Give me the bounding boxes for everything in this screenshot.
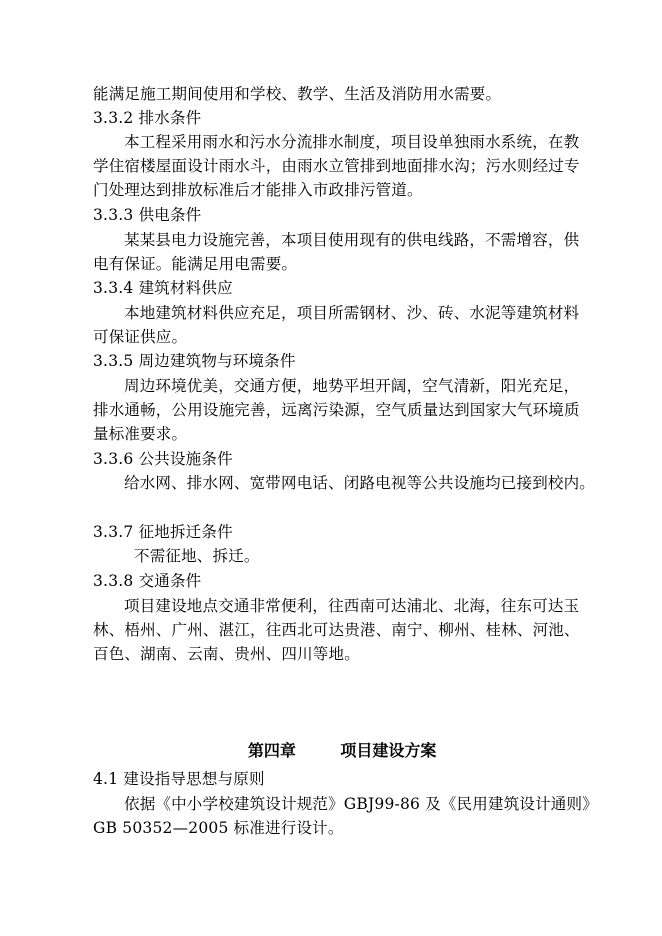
section-heading-3-3-3: 3.3.3 供电条件: [93, 206, 202, 224]
paragraph-line: 百色、湖南、云南、贵州、四川等地。: [93, 645, 360, 663]
paragraph-line: 学住宿楼屋面设计雨水斗，由雨水立管排到地面排水沟；污水则经过专: [93, 157, 580, 175]
paragraph-line: 林、梧州、广州、湛江，往西北可达贵港、南宁、柳州、桂林、河池、: [93, 621, 580, 639]
paragraph-line: 能满足施工期间使用和学校、教学、生活及消防用水需要。: [93, 85, 502, 103]
paragraph-line: 本工程采用雨水和污水分流排水制度，项目设单独雨水系统，在教: [124, 133, 580, 151]
paragraph-line: 项目建设地点交通非常便利，往西南可达浦北、北海，往东可达玉: [124, 597, 580, 615]
paragraph-line: 给水网、排水网、宽带网电话、闭路电视等公共设施均已接到校内。: [124, 474, 596, 492]
paragraph-line: 排水通畅，公用设施完善，远离污染源，空气质量达到国家大气环境质: [93, 401, 580, 419]
section-heading-4-1: [93, 767, 265, 791]
chapter-number: 第四章: [247, 741, 296, 760]
paragraph-line: 电有保证。能满足用电需要。: [93, 255, 298, 273]
section-heading-3-3-8: 3.3.8 交通条件: [93, 572, 202, 590]
paragraph-line: 量标准要求。: [93, 425, 188, 443]
paragraph-line: 本地建筑材料供应充足，项目所需钢材、沙、砖、水泥等建筑材料: [124, 304, 580, 322]
paragraph-line: GB 50352—2005 标准进行设计。: [93, 819, 344, 837]
chapter-name: 项目建设方案: [340, 741, 437, 760]
paragraph-line: 门处理达到排放标准后才能排入市政排污管道。: [93, 181, 423, 199]
section-heading-3-3-5: 3.3.5 周边建筑物与环境条件: [93, 352, 296, 370]
paragraph-line: 某某县电力设施完善，本项目使用现有的供电线路，不需增容，供: [124, 231, 580, 249]
section-heading-3-3-4: 3.3.4 建筑材料供应: [93, 279, 233, 297]
paragraph-line: 周边环境优美，交通方便，地势平坦开阔，空气清新，阳光充足，: [124, 377, 580, 395]
paragraph-line: 不需征地、拆迁。: [134, 547, 260, 565]
section-heading-3-3-2: 3.3.2 排水条件: [93, 109, 202, 127]
section-heading-3-3-6: 3.3.6 公共设施条件: [93, 450, 233, 468]
paragraph-line: 可保证供应。: [93, 328, 188, 346]
paragraph-line: 依据《中小学校建筑设计规范》GBJ99-86 及《民用建筑设计通则》: [124, 795, 598, 813]
section-heading-3-3-7: 3.3.7 征地拆迁条件: [93, 523, 233, 541]
section-heading-text: 4.1 建设指导思想与原则: [93, 770, 265, 788]
